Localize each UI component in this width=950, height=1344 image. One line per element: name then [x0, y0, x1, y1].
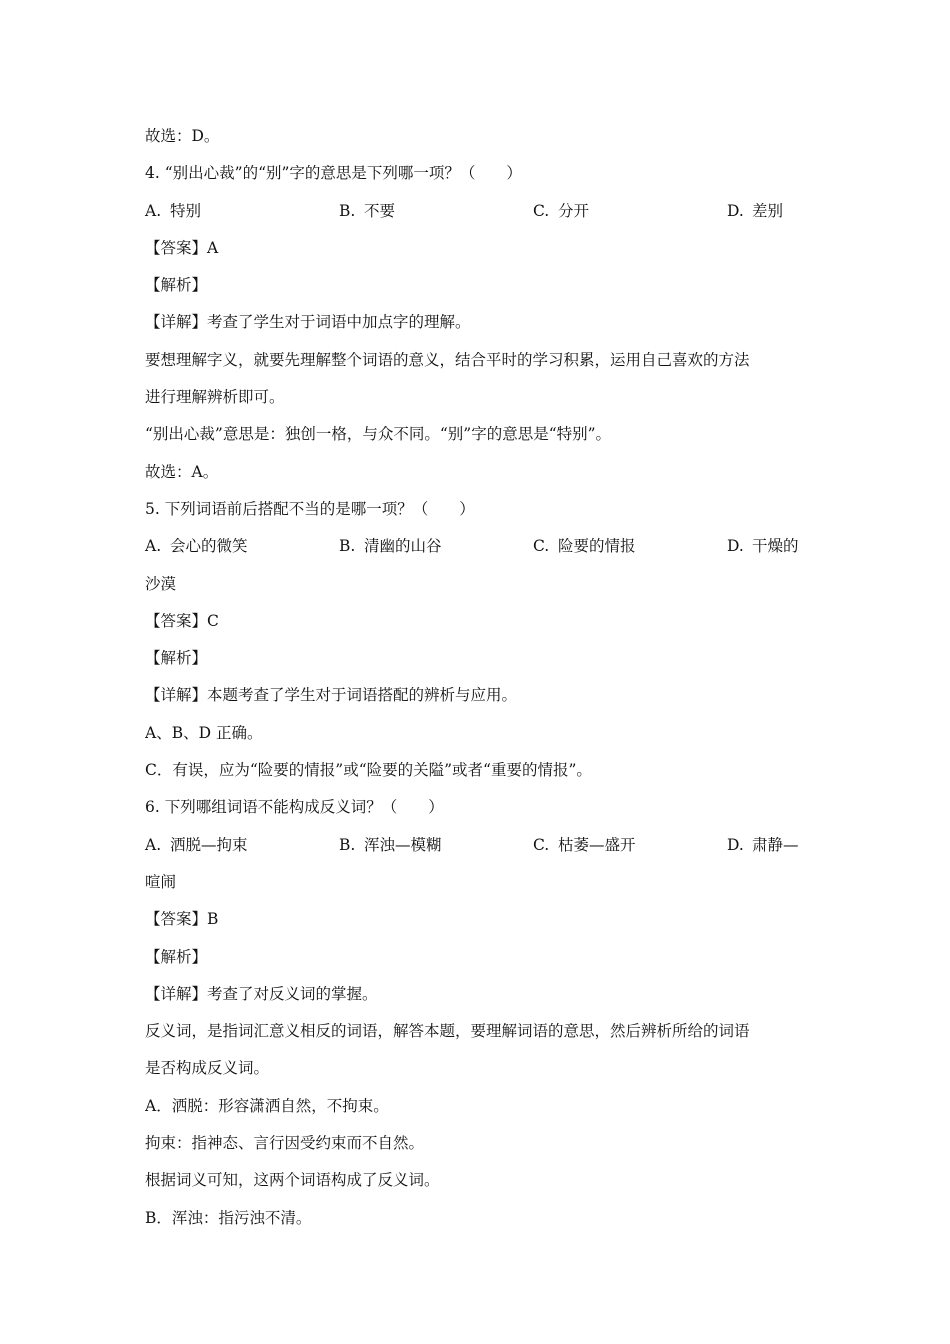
explanation-line: 【详解】本题考查了学生对于词语搭配的辨析与应用。 — [145, 686, 518, 705]
question-4-options — [145, 193, 805, 230]
answer-line: 【答案】B — [145, 910, 219, 929]
explanation-line: 反义词，是指词汇意义相反的词语，解答本题，要理解词语的意思，然后辨析所给的词语 — [145, 1022, 750, 1041]
option-key: C. — [533, 201, 550, 220]
option-continuation: 喧闹 — [145, 872, 177, 891]
option-key: C. — [533, 835, 550, 854]
option-d — [727, 528, 807, 565]
option-key: B. — [339, 201, 356, 220]
option-text: 干燥的 — [752, 537, 799, 556]
option-continuation: 沙漠 — [145, 574, 177, 593]
option-d — [727, 827, 807, 864]
question-6-options — [145, 827, 805, 864]
option-text: 差别 — [752, 201, 784, 220]
explanation-line: 【详解】考查了学生对于词语中加点字的理解。 — [145, 313, 471, 332]
option-key: A. — [145, 537, 162, 556]
analysis-heading: 【解析】 — [145, 649, 208, 668]
option-c — [533, 193, 727, 230]
option-b — [339, 827, 533, 864]
option-a — [145, 193, 339, 230]
explanation-line: A．洒脱：形容潇洒自然，不拘束。 — [145, 1096, 389, 1115]
question-5: 5. 下列词语前后搭配不当的是哪一项？（ ） — [145, 499, 475, 518]
option-key: A. — [145, 201, 162, 220]
option-text: 枯萎—盛开 — [558, 835, 636, 854]
option-text: 会心的微笑 — [170, 537, 248, 556]
option-c — [533, 528, 727, 565]
explanation-line: 根据词义可知，这两个词语构成了反义词。 — [145, 1171, 440, 1190]
option-text: 特别 — [170, 201, 202, 220]
question-6: 6. 下列哪组词语不能构成反义词？（ ） — [145, 798, 444, 817]
question-5-options — [145, 528, 805, 565]
explanation-line: 进行理解辨析即可。 — [145, 388, 285, 407]
option-text: 肃静— — [752, 835, 799, 854]
option-key: C. — [533, 537, 550, 556]
option-text: 险要的情报 — [558, 537, 636, 556]
option-key: A. — [145, 835, 162, 854]
explanation-line: A、B、D 正确。 — [145, 723, 263, 742]
option-text: 浑浊—模糊 — [364, 835, 442, 854]
explanation-line: 拘束：指神态、言行因受约束而不自然。 — [145, 1134, 425, 1153]
option-text: 分开 — [558, 201, 590, 220]
analysis-heading: 【解析】 — [145, 276, 208, 295]
option-b — [339, 528, 533, 565]
conclusion-line: 故选：A。 — [145, 462, 219, 481]
option-a — [145, 528, 339, 565]
option-key: D. — [727, 201, 744, 220]
answer-line: 【答案】A — [145, 238, 219, 257]
question-4: 4. “别出心裁”的“别”字的意思是下列哪一项？（ ） — [145, 164, 522, 183]
answer-line: 【答案】C — [145, 611, 219, 630]
option-text: 洒脱—拘束 — [170, 835, 248, 854]
document-body — [145, 118, 805, 1237]
explanation-line: 【详解】考查了对反义词的掌握。 — [145, 984, 378, 1003]
option-c — [533, 827, 727, 864]
option-a — [145, 827, 339, 864]
option-b — [339, 193, 533, 230]
conclusion-line: 故选：D。 — [145, 127, 220, 145]
option-key: D. — [727, 835, 744, 854]
explanation-line: B．浑浊：指污浊不清。 — [145, 1208, 312, 1227]
explanation-line: C．有误，应为“险要的情报”或“险要的关隘”或者“重要的情报”。 — [145, 761, 592, 780]
option-key: B. — [339, 835, 356, 854]
option-key: D. — [727, 537, 744, 556]
explanation-line: 要想理解字义，就要先理解整个词语的意义，结合平时的学习积累，运用自己喜欢的方法 — [145, 350, 750, 369]
option-text: 清幽的山谷 — [364, 537, 442, 556]
option-d — [727, 193, 807, 230]
option-key: B. — [339, 537, 356, 556]
option-text: 不要 — [364, 201, 396, 220]
explanation-line: 是否构成反义词。 — [145, 1059, 270, 1078]
explanation-line: “别出心裁”意思是：独创一格，与众不同。“别”字的意思是“特别”。 — [145, 425, 612, 444]
analysis-heading: 【解析】 — [145, 947, 208, 966]
